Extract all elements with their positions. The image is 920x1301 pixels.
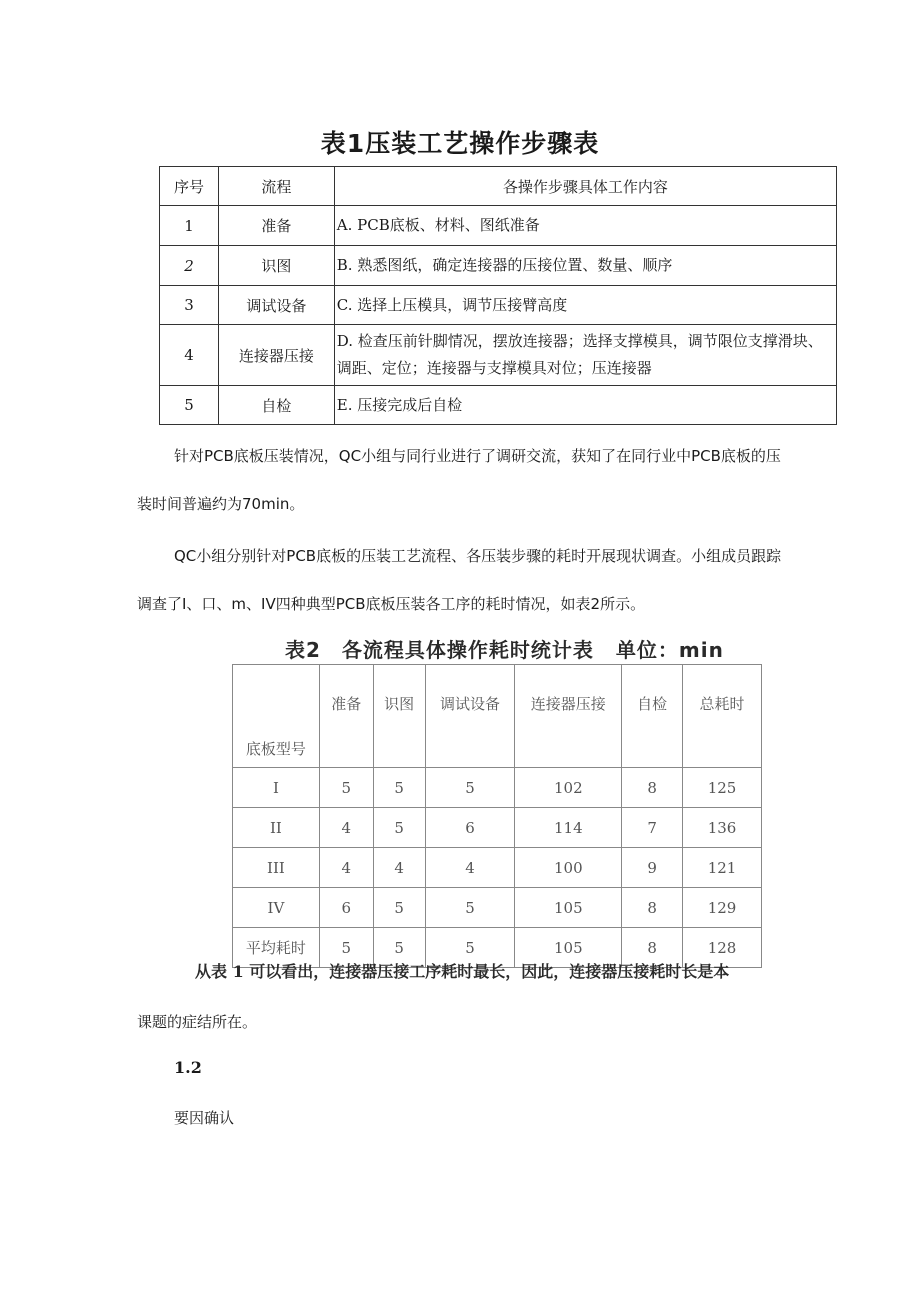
- table2-cell: 5: [373, 928, 425, 968]
- table1-header-cell: 序号: [160, 167, 219, 206]
- table2-cell: IV: [233, 888, 320, 928]
- table2-header-cell: 总耗时: [683, 665, 762, 768]
- table1-no: 2: [160, 246, 219, 286]
- table1-header-cell: 各操作步骤具体工作内容: [334, 167, 836, 206]
- table-row: [160, 325, 837, 386]
- table2-cell: 4: [319, 808, 373, 848]
- conclusion-line-1: 从表 1 可以看出，连接器压接工序耗时最长，因此，连接器压接耗时长是本: [195, 962, 730, 981]
- table1-process: 准备: [218, 206, 334, 246]
- table2-header-cell: 识图: [373, 665, 425, 768]
- table1-content: A. PCB底板、材料、图纸准备: [334, 206, 836, 246]
- table2-unit: 单位：min: [615, 638, 724, 662]
- table2-cell: 100: [515, 848, 622, 888]
- table2-cell: 105: [515, 928, 622, 968]
- table1-no: 4: [160, 325, 219, 386]
- table2-header-row: [233, 665, 762, 768]
- table1-content: B. 熟悉图纸，确定连接器的压接位置、数量、顺序: [334, 246, 836, 286]
- table2-cell: III: [233, 848, 320, 888]
- table2-cell: 5: [373, 808, 425, 848]
- table2-cell: 6: [425, 808, 515, 848]
- table2-cell: 136: [683, 808, 762, 848]
- table-row: [233, 888, 762, 928]
- paragraph-2-line-2: 调查了I、口、m、IV四种典型PCB底板压装各工序的耗时情况，如表2所示。: [137, 595, 646, 613]
- table2-cell: 5: [425, 888, 515, 928]
- table2-cell: 7: [622, 808, 683, 848]
- table1-process: 连接器压接: [218, 325, 334, 386]
- table-row: [233, 808, 762, 848]
- table2-title-text: 表2 各流程具体操作耗时统计表: [285, 638, 594, 662]
- table2-header-cell: 自检: [622, 665, 683, 768]
- table1-content: D. 检查压前针脚情况，摆放连接器；选择支撑模具，调节限位支撑滑块、调距、定位；连接器与支撑模具对位；压连接器: [334, 325, 836, 386]
- table2-cell: 8: [622, 768, 683, 808]
- section-heading: 要因确认: [174, 1109, 235, 1127]
- table2-cell: 129: [683, 888, 762, 928]
- table2-cell: 5: [373, 888, 425, 928]
- table2-cell: 102: [515, 768, 622, 808]
- table1-process: 识图: [218, 246, 334, 286]
- table2-cell: 5: [425, 768, 515, 808]
- table2-cell: 9: [622, 848, 683, 888]
- table-row: [160, 286, 837, 325]
- table1-content: C. 选择上压模具，调节压接臂高度: [334, 286, 836, 325]
- table1-no: 5: [160, 386, 219, 425]
- paragraph-1-line-2: 装时间普遍约为70min。: [137, 495, 305, 513]
- paragraph-2-line-1: QC小组分别针对PCB底板的压装工艺流程、各压装步骤的耗时开展现状调查。小组成员跟踪: [174, 547, 782, 565]
- table-row: [233, 768, 762, 808]
- table-row: [160, 386, 837, 425]
- table2-cell: 6: [319, 888, 373, 928]
- conclusion-line-2: 课题的症结所在。: [137, 1013, 258, 1031]
- table2-header-cell: 准备: [319, 665, 373, 768]
- table2-title: [285, 634, 724, 663]
- table2-cell: 105: [515, 888, 622, 928]
- table1-no: 3: [160, 286, 219, 325]
- section-number: 1.2: [174, 1058, 202, 1077]
- table1-content: E. 压接完成后自检: [334, 386, 836, 425]
- table1-header-cell: 流程: [218, 167, 334, 206]
- table2-cell: 5: [373, 768, 425, 808]
- table-row: [233, 848, 762, 888]
- table2-cell: 8: [622, 888, 683, 928]
- table2-cell: 114: [515, 808, 622, 848]
- table-row: [160, 246, 837, 286]
- table1-process: 调试设备: [218, 286, 334, 325]
- table1-title: 表1压装工艺操作步骤表: [320, 129, 600, 158]
- table2-header-cell: 底板型号: [233, 665, 320, 768]
- table1-no: 1: [160, 206, 219, 246]
- table2-header-cell: 调试设备: [425, 665, 515, 768]
- table-row: [160, 206, 837, 246]
- table1: [159, 166, 837, 425]
- table2-header-cell: 连接器压接: [515, 665, 622, 768]
- table2-cell: 4: [373, 848, 425, 888]
- table2-cell: 128: [683, 928, 762, 968]
- paragraph-1-line-1: 针对PCB底板压装情况，QC小组与同行业进行了调研交流，获知了在同行业中PCB底板的压: [174, 447, 781, 465]
- table2-cell: I: [233, 768, 320, 808]
- table2-cell: 4: [319, 848, 373, 888]
- table2-cell: 8: [622, 928, 683, 968]
- table2: [232, 664, 762, 968]
- table2-cell: 4: [425, 848, 515, 888]
- table1-header-row: [160, 167, 837, 206]
- table2-cell: 平均耗时: [233, 928, 320, 968]
- table1-process: 自检: [218, 386, 334, 425]
- table2-cell: 5: [319, 768, 373, 808]
- table2-cell: 5: [319, 928, 373, 968]
- table2-cell: 125: [683, 768, 762, 808]
- table2-cell: 5: [425, 928, 515, 968]
- table2-cell: II: [233, 808, 320, 848]
- table2-cell: 121: [683, 848, 762, 888]
